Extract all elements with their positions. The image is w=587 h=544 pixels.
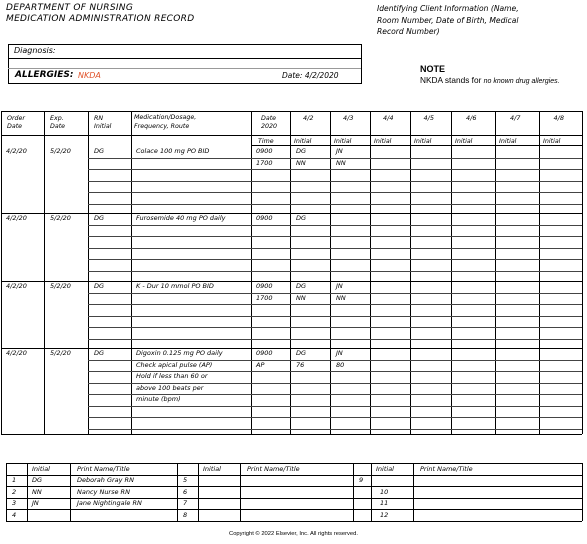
sig-header-initial: Initial — [32, 465, 50, 473]
sig-row-number: 1 — [12, 476, 17, 485]
allergies-label: ALLERGIES: — [15, 70, 74, 80]
row-line — [88, 236, 582, 237]
row-line — [88, 248, 582, 249]
medication-line: above 100 beats per — [136, 383, 204, 392]
header-day: 4/4 — [383, 114, 394, 122]
sig-name: Deborah Gray RN — [77, 476, 134, 485]
administration-time: 0900 — [256, 282, 273, 290]
rn-initial-value: DG — [94, 147, 105, 155]
sig-header-initial: Initial — [203, 465, 221, 473]
sig-row-number: 9 — [359, 476, 364, 485]
sig-col-line — [371, 463, 372, 521]
divider — [8, 58, 361, 59]
header-order-date: Order — [7, 115, 26, 122]
medication-line: Colace 100 mg PO BID — [136, 147, 210, 155]
client-info-line: Identifying Client Information (Name, — [377, 4, 519, 13]
allergies-value: NKDA — [78, 71, 101, 80]
header-day: 4/5 — [423, 114, 434, 122]
initial-entry: NN — [296, 158, 306, 167]
row-line — [88, 293, 582, 294]
row-line — [88, 327, 582, 328]
header-medication: Medication/Dosage, — [134, 114, 197, 121]
administration-time: 0900 — [256, 349, 273, 357]
note-title: NOTE — [420, 64, 446, 74]
row-line — [88, 192, 582, 193]
row-line — [88, 316, 582, 317]
copyright-notice: Copyright © 2022 Elsevier, Inc. All rights reserved. — [229, 531, 358, 537]
sig-row-number: 10 — [380, 487, 389, 496]
header-initial: Initial — [334, 138, 352, 145]
initial-entry: NN — [296, 293, 306, 302]
exp-date-value: 5/2/20 — [50, 349, 71, 357]
header-day: 4/8 — [553, 114, 564, 122]
header-time: Time — [258, 138, 274, 145]
row-line — [88, 417, 582, 418]
record-title: MEDICATION ADMINISTRATION RECORD — [6, 14, 195, 24]
divider — [8, 68, 361, 69]
administration-time: 1700 — [256, 158, 273, 167]
sig-initial: NN — [32, 487, 42, 496]
sig-name: Jane Nightingale RN — [77, 499, 142, 508]
allergies-date: Date: 4/2/2020 — [282, 71, 339, 80]
header-date: 2020 — [261, 123, 278, 130]
column-line — [131, 111, 132, 434]
sig-row-number: 12 — [380, 510, 389, 519]
column-line — [290, 111, 291, 434]
administration-time: 0900 — [256, 147, 273, 155]
row-line — [88, 429, 582, 430]
exp-date-value: 5/2/20 — [50, 147, 71, 155]
initial-entry: DG — [296, 282, 307, 290]
initial-entry: DG — [296, 147, 307, 155]
column-line — [370, 111, 371, 434]
rn-initial-value: DG — [94, 282, 105, 290]
sig-row-line — [6, 521, 582, 522]
sig-col-line — [353, 463, 354, 521]
header-medication: Frequency, Route — [134, 123, 190, 130]
column-line — [451, 111, 452, 434]
sig-col-line — [27, 463, 28, 521]
row-line — [88, 169, 582, 170]
row-line — [88, 339, 582, 340]
initial-entry: JN — [336, 147, 343, 155]
initial-entry: NN — [336, 293, 346, 302]
sig-row-number: 8 — [183, 510, 188, 519]
initial-entry: 80 — [336, 360, 345, 369]
sig-row-number: 7 — [183, 499, 188, 508]
sig-col-line — [198, 463, 199, 521]
block-divider — [1, 434, 582, 435]
header-day: 4/6 — [466, 114, 477, 122]
sig-col-line — [6, 463, 7, 521]
medication-line: Check apical pulse (AP) — [136, 360, 213, 369]
row-line — [88, 259, 582, 260]
header-initial: Initial — [294, 138, 312, 145]
sig-col-line — [177, 463, 178, 521]
sig-col-line — [413, 463, 414, 521]
administration-time: 0900 — [256, 214, 273, 222]
sig-row-number: 5 — [183, 476, 188, 485]
sig-header-name: Print Name/Title — [420, 465, 473, 473]
header-day: 4/3 — [343, 114, 354, 122]
sig-col-line — [70, 463, 71, 521]
header-initial: Initial — [414, 138, 432, 145]
block-divider — [1, 348, 582, 349]
order-date-value: 4/2/20 — [6, 349, 27, 357]
rn-initial-value: DG — [94, 349, 105, 357]
medication-line: Digoxin 0.125 mg PO daily — [136, 349, 223, 357]
client-info-line: Record Number) — [377, 27, 440, 36]
order-date-value: 4/2/20 — [6, 214, 27, 222]
header-date: Date — [261, 115, 277, 122]
initial-entry: NN — [336, 158, 346, 167]
sig-row-number: 2 — [12, 487, 17, 496]
note-text-lead: NKDA stands for — [420, 75, 482, 85]
column-line — [330, 111, 331, 434]
sig-header-name: Print Name/Title — [77, 465, 130, 473]
exp-date-value: 5/2/20 — [50, 282, 71, 290]
header-initial: Initial — [499, 138, 517, 145]
medication-line: Furosemide 40 mg PO daily — [136, 214, 226, 222]
sig-row-line — [6, 509, 582, 510]
department-line: DEPARTMENT OF NURSING — [6, 3, 134, 13]
sig-initial: DG — [32, 476, 43, 485]
sig-row-number: 11 — [380, 499, 389, 508]
client-info-line: Room Number, Date of Birth, Medical — [377, 15, 519, 25]
row-line — [88, 406, 582, 407]
order-date-value: 4/2/20 — [6, 282, 27, 290]
block-divider — [1, 213, 582, 214]
header-rn-initial: Initial — [94, 123, 112, 130]
initial-entry: JN — [336, 282, 343, 290]
row-line — [88, 158, 582, 159]
initial-entry: DG — [296, 214, 307, 222]
department-title — [6, 3, 194, 25]
header-initial: Initial — [455, 138, 473, 145]
client-info-block — [377, 3, 519, 38]
row-line — [88, 181, 582, 182]
sig-col-line — [240, 463, 241, 521]
row-line — [88, 304, 582, 305]
initial-entry: JN — [336, 349, 343, 357]
header-day: 4/2 — [303, 114, 314, 122]
sig-name: Nancy Nurse RN — [77, 487, 130, 496]
sig-border — [6, 463, 582, 464]
column-line — [582, 111, 583, 434]
sig-col-line — [582, 463, 583, 521]
sig-header-initial: Initial — [376, 465, 394, 473]
medication-line: Hold if less than 60 or — [136, 372, 208, 380]
column-line — [495, 111, 496, 434]
note-text-small: no known drug allergies. — [483, 78, 560, 85]
row-line — [88, 225, 582, 226]
header-rn-initial: RN — [94, 115, 104, 122]
column-line — [539, 111, 540, 434]
header-day: 4/7 — [510, 114, 521, 122]
header-exp-date: Date — [50, 123, 66, 130]
rn-initial-value: DG — [94, 214, 105, 222]
order-date-value: 4/2/20 — [6, 147, 27, 155]
sig-initial: JN — [32, 499, 39, 508]
column-line — [410, 111, 411, 434]
note-text — [420, 75, 560, 85]
header-order-date: Date — [7, 123, 23, 130]
column-line — [251, 111, 252, 434]
diagnosis-label: Diagnosis: — [14, 46, 56, 55]
sig-row-number: 6 — [183, 487, 188, 496]
sig-row-number: 4 — [12, 510, 17, 519]
sig-header-name: Print Name/Title — [247, 465, 300, 473]
header-initial: Initial — [374, 138, 392, 145]
header-divider — [1, 135, 582, 136]
row-line — [88, 204, 582, 205]
medication-line: K - Dur 10 mmol PO BID — [136, 282, 214, 290]
medication-line: minute (bpm) — [136, 395, 181, 403]
column-line — [1, 111, 2, 434]
column-line — [88, 111, 89, 434]
row-line — [88, 271, 582, 272]
exp-date-value: 5/2/20 — [50, 214, 71, 222]
block-divider — [1, 281, 582, 282]
sig-row-number: 3 — [12, 499, 17, 508]
administration-time: 1700 — [256, 293, 273, 302]
initial-entry: 76 — [296, 360, 305, 369]
header-exp-date: Exp. — [50, 115, 64, 122]
column-line — [44, 111, 45, 434]
administration-time: AP — [256, 360, 265, 369]
initial-entry: DG — [296, 349, 307, 357]
header-initial: Initial — [543, 138, 561, 145]
